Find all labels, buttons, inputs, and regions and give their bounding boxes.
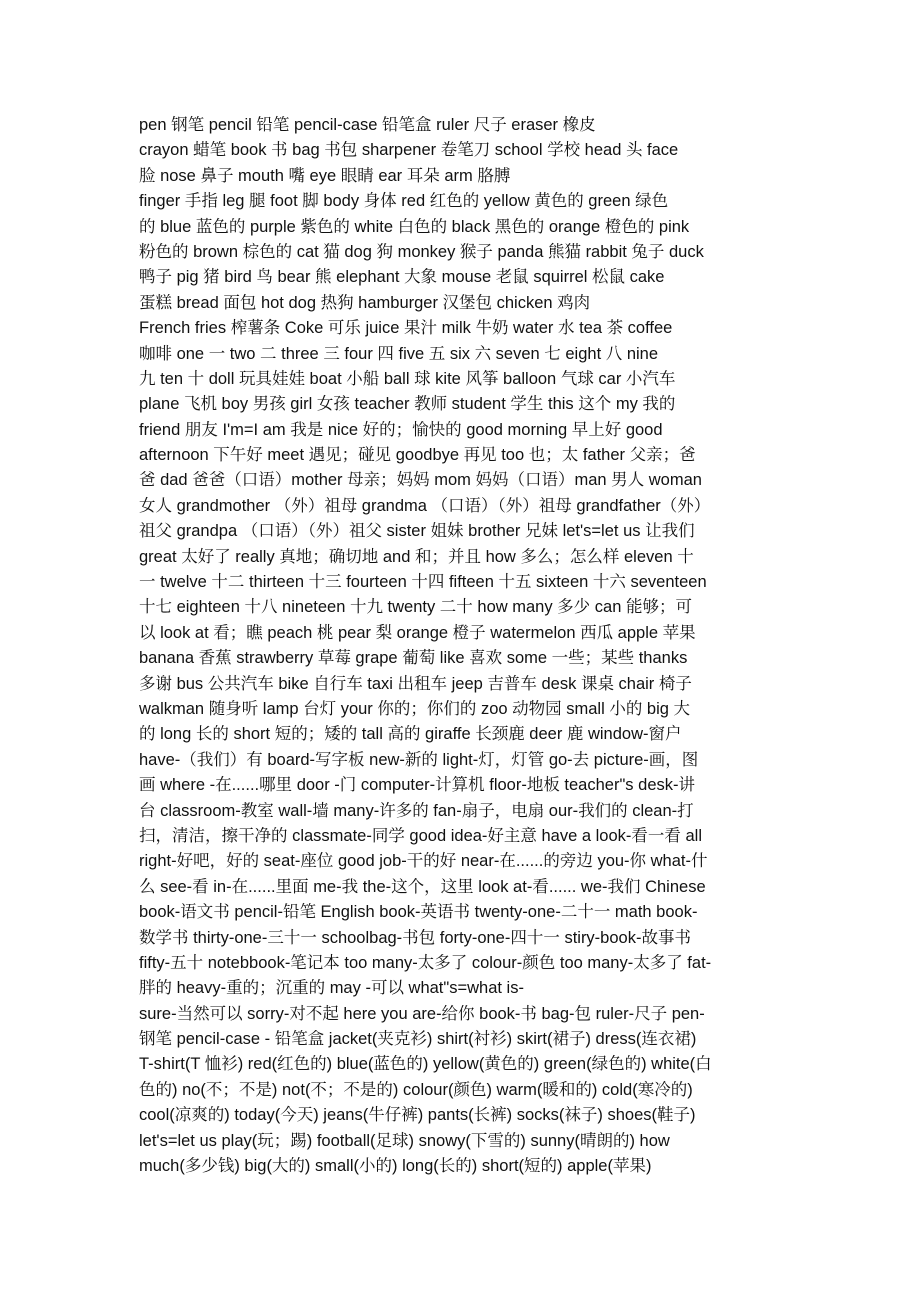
text-line: 粉色的 brown 棕色的 cat 猫 dog 狗 monkey 猴子 panda 熊猫 rabbit 兔子 duck xyxy=(139,242,704,261)
text-line: cool(凉爽的) today(今天) jeans(牛仔裤) pants(长裤) socks(袜子) shoes(鞋子) xyxy=(139,1106,696,1125)
text-line: 爸 dad 爸爸（口语）mother 母亲；妈妈 mom 妈妈（口语）man 男人 woman xyxy=(139,471,702,490)
text-line: 祖父 grandpa （口语）（外）祖父 sister 姐妹 brother 兄妹 let's=let us 让我们 xyxy=(139,522,695,541)
text-line: 的 blue 蓝色的 purple 紫色的 white 白色的 black 黑色的 orange 橙色的 pink xyxy=(139,217,690,236)
text-line: 鸭子 pig 猪 bird 鸟 bear 熊 elephant 大象 mouse 老鼠 squirrel 松鼠 cake xyxy=(139,268,665,287)
text-line: 的 long 长的 short 短的；矮的 tall 高的 giraffe 长颈鹿 deer 鹿 window-窗户 xyxy=(139,725,682,744)
text-line: 钢笔 pencil-case - 铅笔盒 jacket(夹克衫) shirt(衬衫) skirt(裙子) dress(连衣裙) xyxy=(139,1030,697,1049)
text-line: 数学书 thirty-one-三十一 schoolbag-书包 forty-one-四十一 stiry-book-故事书 xyxy=(139,928,691,947)
text-line: 以 look at 看；瞧 peach 桃 pear 梨 orange 橙子 watermelon 西瓜 apple 苹果 xyxy=(139,623,696,642)
text-line: great 太好了 really 真地；确切地 and 和；并且 how 多么；怎么样 eleven 十 xyxy=(139,547,694,566)
text-line: pen 钢笔 pencil 铅笔 pencil-case 铅笔盒 ruler 尺子 eraser 橡皮 xyxy=(139,116,596,134)
text-line: crayon 蜡笔 book 书 bag 书包 sharpener 卷笔刀 school 学校 head 头 face xyxy=(139,141,679,160)
text-line: afternoon 下午好 meet 遇见；碰见 goodbye 再见 too 也；太 father 父亲；爸 xyxy=(139,446,696,465)
text-line: sure-当然可以 sorry-对不起 here you are-给你 book-书 bag-包 ruler-尺子 pen- xyxy=(139,1004,705,1023)
text-line: 多谢 bus 公共汽车 bike 自行车 taxi 出租车 jeep 吉普车 desk 课桌 chair 椅子 xyxy=(139,674,692,693)
text-line: fifty-五十 notebbook-笔记本 too many-太多了 colour-颜色 too many-太多了 fat- xyxy=(139,953,712,972)
text-line: walkman 随身听 lamp 台灯 your 你的；你们的 zoo 动物园 small 小的 big 大 xyxy=(139,699,691,718)
text-line: 脸 nose 鼻子 mouth 嘴 eye 眼睛 ear 耳朵 arm 胳膊 xyxy=(139,166,511,185)
text-line: 咖啡 one 一 two 二 three 三 four 四 five 五 six 六 seven 七 eight 八 nine xyxy=(139,344,659,363)
text-line: 一 twelve 十二 thirteen 十三 fourteen 十四 fifteen 十五 sixteen 十六 seventeen xyxy=(139,573,707,592)
text-line: 画 where -在......哪里 door -门 computer-计算机 floor-地板 teacher"s desk-讲 xyxy=(139,776,695,795)
text-line: 么 see-看 in-在......里面 me-我 the-这个，这里 look at-看...... we-我们 Chinese xyxy=(139,877,706,896)
text-line: have-（我们）有 board-写字板 new-新的 light-灯，灯管 go-去 picture-画，图 xyxy=(139,750,699,769)
text-line: much(多少钱) big(大的) small(小的) long(长的) short(短的) apple(苹果) xyxy=(139,1157,652,1176)
text-line: right-好吧，好的 seat-座位 good job-干的好 near-在......的旁边 you-你 what-什 xyxy=(139,852,708,871)
text-line: T-shirt(T 恤衫) red(红色的) blue(蓝色的) yellow(黄色的) green(绿色的) white(白 xyxy=(139,1055,712,1074)
text-line: banana 香蕉 strawberry 草莓 grape 葡萄 like 喜欢 some 一些；某些 thanks xyxy=(139,649,688,668)
text-line: book-语文书 pencil-铅笔 English book-英语书 twenty-one-二十一 math book- xyxy=(139,903,698,922)
text-line: 色的) no(不；不是) not(不；不是的) colour(颜色) warm(暖和的) cold(寒冷的) xyxy=(139,1080,693,1099)
text-line: finger 手指 leg 腿 foot 脚 body 身体 red 红色的 yellow 黄色的 green 绿色 xyxy=(139,192,669,211)
text-line: friend 朋友 I'm=I am 我是 nice 好的；愉快的 good morning 早上好 good xyxy=(139,420,663,439)
text-line: plane 飞机 boy 男孩 girl 女孩 teacher 教师 student 学生 this 这个 my 我的 xyxy=(139,395,676,414)
text-line: 十七 eighteen 十八 nineteen 十九 twenty 二十 how many 多少 can 能够；可 xyxy=(139,598,692,617)
text-line: French fries 榨薯条 Coke 可乐 juice 果汁 milk 牛奶 water 水 tea 茶 coffee xyxy=(139,319,673,338)
vocabulary-text-block xyxy=(139,113,799,1179)
text-line: 九 ten 十 doll 玩具娃娃 boat 小船 ball 球 kite 风筝 balloon 气球 car 小汽车 xyxy=(139,369,676,388)
text-line: 女人 grandmother （外）祖母 grandma （口语）（外）祖母 grandfather（外） xyxy=(139,496,711,515)
text-line: 台 classroom-教室 wall-墙 many-许多的 fan-扇子，电扇 our-我们的 clean-打 xyxy=(139,801,694,820)
text-line: 胖的 heavy-重的；沉重的 may -可以 what"s=what is- xyxy=(139,979,524,998)
text-line: let's=let us play(玩；踢) football(足球) snowy(下雪的) sunny(晴朗的) how xyxy=(139,1131,670,1150)
text-line: 蛋糕 bread 面包 hot dog 热狗 hamburger 汉堡包 chicken 鸡肉 xyxy=(139,293,591,312)
text-line: 扫，清洁，擦干净的 classmate-同学 good idea-好主意 have a look-看一看 all xyxy=(139,826,702,845)
